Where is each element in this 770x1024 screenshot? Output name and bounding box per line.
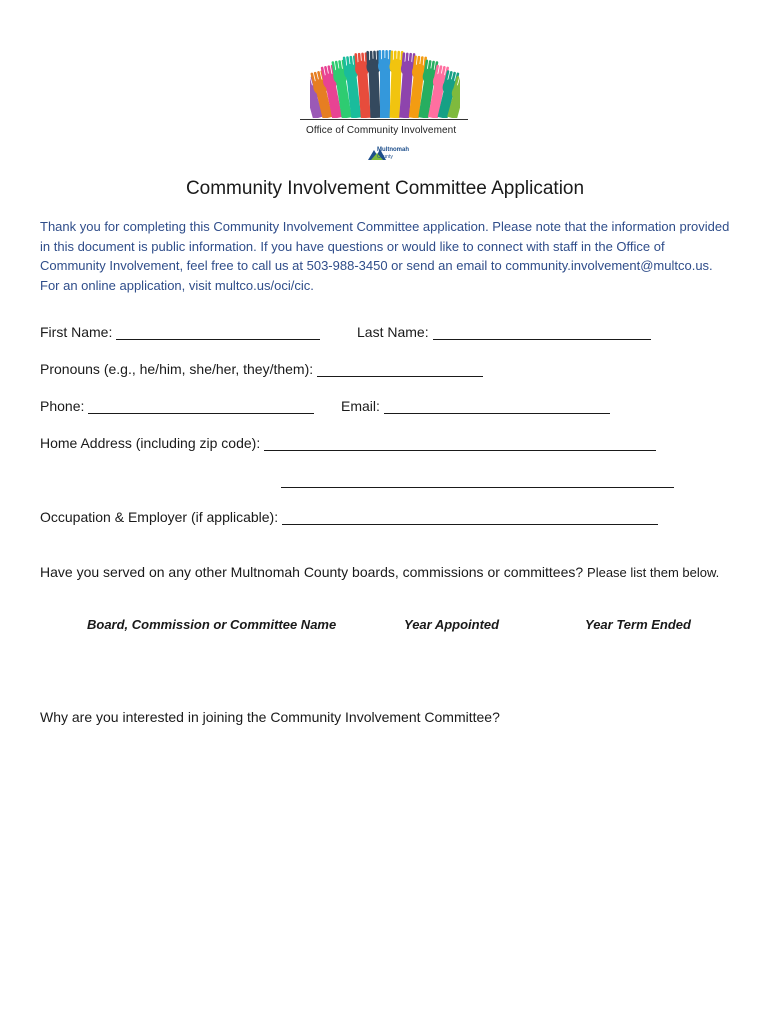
- county-sub: County: [377, 154, 393, 160]
- email-input[interactable]: [384, 399, 610, 414]
- last-name-label: Last Name:: [357, 324, 429, 340]
- home-address-field: [40, 435, 656, 451]
- column-header-year-appointed: Year Appointed: [404, 617, 500, 632]
- occupation-field: [40, 509, 658, 525]
- last-name-field: [357, 324, 651, 340]
- column-header-year-term-ended: Year Term Ended: [585, 617, 691, 632]
- office-label: Office of Community Involvement: [306, 125, 457, 136]
- phone-field: [40, 398, 314, 414]
- last-name-input[interactable]: [433, 325, 651, 340]
- home-address-label: Home Address (including zip code):: [40, 435, 261, 451]
- logo-divider: [300, 119, 468, 120]
- boards-question-note: Please list them below.: [587, 565, 720, 580]
- boards-question-text: Have you served on any other Multnomah County boards, commissions or committees?: [40, 564, 584, 580]
- intro-paragraph: Thank you for completing this Community Involvement Committee application. Please note that the information provided in this document is public information. If you have questions or would like to connect with staff in the Office of Community Involvement, feel free to call us at 503-988-3450 or send an email to community.involvement@multco.us. For an online application, visit multco.us/oci/cic.: [40, 219, 730, 294]
- interest-question: Why are you interested in joining the Community Involvement Committee?: [40, 709, 500, 725]
- boards-question: [40, 563, 720, 582]
- first-name-field: [40, 324, 320, 340]
- county-name: Multnomah: [377, 147, 409, 153]
- home-address-input-line2[interactable]: [281, 486, 674, 488]
- phone-label: Phone:: [40, 398, 85, 414]
- phone-input[interactable]: [88, 399, 314, 414]
- pronouns-field: [40, 361, 483, 377]
- email-label: Email:: [341, 398, 380, 414]
- hand-shape: [378, 50, 392, 118]
- raised-hands-icon: [310, 36, 460, 118]
- page-title: Community Involvement Committee Application: [185, 178, 585, 199]
- column-header-board-name: Board, Commission or Committee Name: [87, 617, 337, 632]
- occupation-input[interactable]: [282, 510, 658, 525]
- first-name-input[interactable]: [116, 325, 320, 340]
- pronouns-input[interactable]: [317, 362, 483, 377]
- oci-logo: [300, 36, 470, 166]
- occupation-label: Occupation & Employer (if applicable):: [40, 509, 279, 525]
- first-name-label: First Name:: [40, 324, 113, 340]
- email-field: [341, 398, 610, 414]
- home-address-input[interactable]: [264, 436, 656, 451]
- pronouns-label: Pronouns (e.g., he/him, she/her, they/them):: [40, 361, 314, 377]
